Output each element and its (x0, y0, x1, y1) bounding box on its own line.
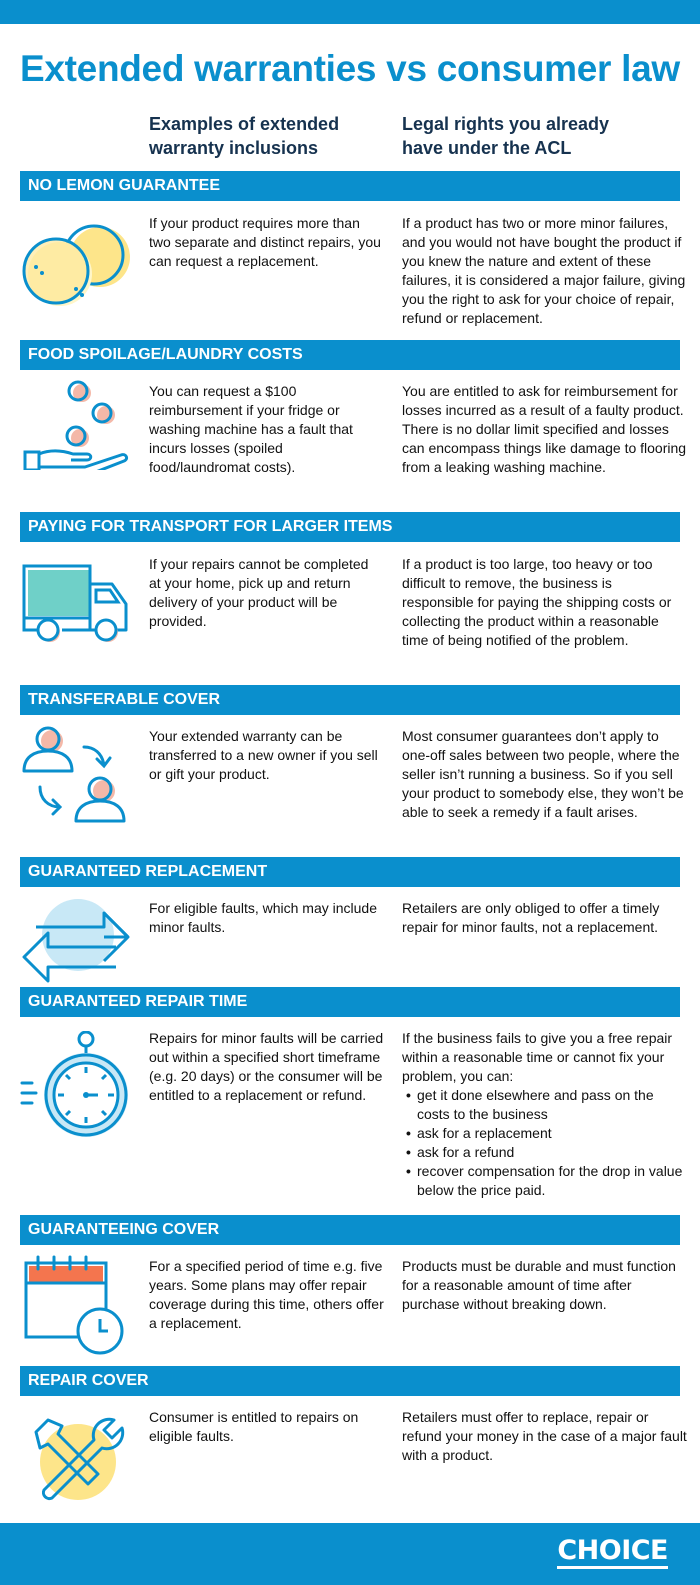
list-item: • recover compensation for the drop in value below the price paid. (402, 1162, 687, 1200)
warranty-text: For eligible faults, which may include minor faults. (149, 900, 377, 935)
page-title: Extended warranties vs consumer law (20, 48, 680, 89)
column-heading-warranty: Examples of extended warranty inclusions (149, 114, 340, 158)
section-heading: PAYING FOR TRANSPORT FOR LARGER ITEMS (20, 512, 680, 542)
calendar-clock-icon (20, 1255, 132, 1345)
law-text: Most consumer guarantees don’t apply to one-off sales between two people, where the seller isn’t running a business. So if you sell your product to somebody else, they won’t be able to seek a remedy if a fault arises. (402, 728, 684, 820)
warranty-text: Repairs for minor faults will be carried out within a specified short timeframe (e.g. 20 days) or the consumer will be entitled to a replacement or refund. (149, 1030, 384, 1103)
law-text: If a product has two or more minor failures, and you would not have bought the product if you knew the nature and extent of these failures, it is considered a major failure, giving you the right to ask for your choice of repair, refund or replacement. (402, 215, 686, 326)
footer-bar (0, 1523, 700, 1585)
section-heading: GUARANTEED REPLACEMENT (20, 857, 680, 887)
list-item: • ask for a refund (402, 1143, 687, 1162)
law-text: You are entitled to ask for reimbursement for losses incurred as a result of a faulty product. There is no dollar limit specified and losses can encompass things like damage to flooring from a leaking washing machine. (402, 383, 687, 475)
section-heading: NO LEMON GUARANTEE (20, 171, 680, 201)
list-item: • get it done elsewhere and pass on the costs to the business (402, 1086, 687, 1124)
law-text: If the business fails to give you a free repair within a reasonable time or cannot fix your problem, you can: (402, 1030, 673, 1084)
warranty-text: If your repairs cannot be completed at your home, pick up and return delivery of your product will be provided. (149, 556, 369, 629)
section-heading: TRANSFERABLE COVER (20, 685, 680, 715)
law-text: Retailers are only obliged to offer a timely repair for minor faults, not a replacement. (402, 900, 660, 935)
section-heading: FOOD SPOILAGE/LAUNDRY COSTS (20, 340, 680, 370)
section-heading: GUARANTEED REPAIR TIME (20, 987, 680, 1017)
law-text: Retailers must offer to replace, repair or refund your money in the case of a major fault with a product. (402, 1409, 687, 1463)
transfer-people-icon (20, 725, 132, 815)
warranty-text: You can request a $100 reimbursement if your fridge or washing machine has a fault that incurs losses (spoiled food/laundromat costs). (149, 383, 353, 475)
choice-logo: CHOICE (557, 1535, 668, 1566)
lemons-icon (20, 219, 132, 309)
law-text: Products must be durable and must function for a reasonable amount of time after purchase without breaking down. (402, 1258, 676, 1312)
law-block (402, 1029, 687, 1200)
warranty-text: Your extended warranty can be transferred to a new owner if you sell or gift your product. (149, 728, 378, 782)
exchange-arrows-icon (20, 893, 132, 983)
section-heading: GUARANTEEING COVER (20, 1215, 680, 1245)
law-text: If a product is too large, too heavy or too difficult to remove, the business is responsible for paying the shipping costs or collecting the product within a reasonable time of being notified of the problem. (402, 556, 672, 648)
list-item: • ask for a replacement (402, 1124, 687, 1143)
section-heading: REPAIR COVER (20, 1366, 680, 1396)
stopwatch-icon (20, 1031, 132, 1121)
wrench-hammer-icon (20, 1406, 132, 1496)
hand-coins-icon (20, 380, 132, 470)
top-bar (0, 0, 700, 24)
warranty-text: For a specified period of time e.g. five years. Some plans may offer repair coverage during this time, others offer a replacement. (149, 1258, 384, 1331)
law-bullet-list (402, 1086, 687, 1200)
warranty-text: If your product requires more than two separate and distinct repairs, you can request a replacement. (149, 215, 381, 269)
column-heading-law: Legal rights you already have under the ACL (402, 114, 610, 158)
warranty-text: Consumer is entitled to repairs on eligible faults. (149, 1409, 359, 1444)
delivery-truck-icon (20, 562, 132, 652)
